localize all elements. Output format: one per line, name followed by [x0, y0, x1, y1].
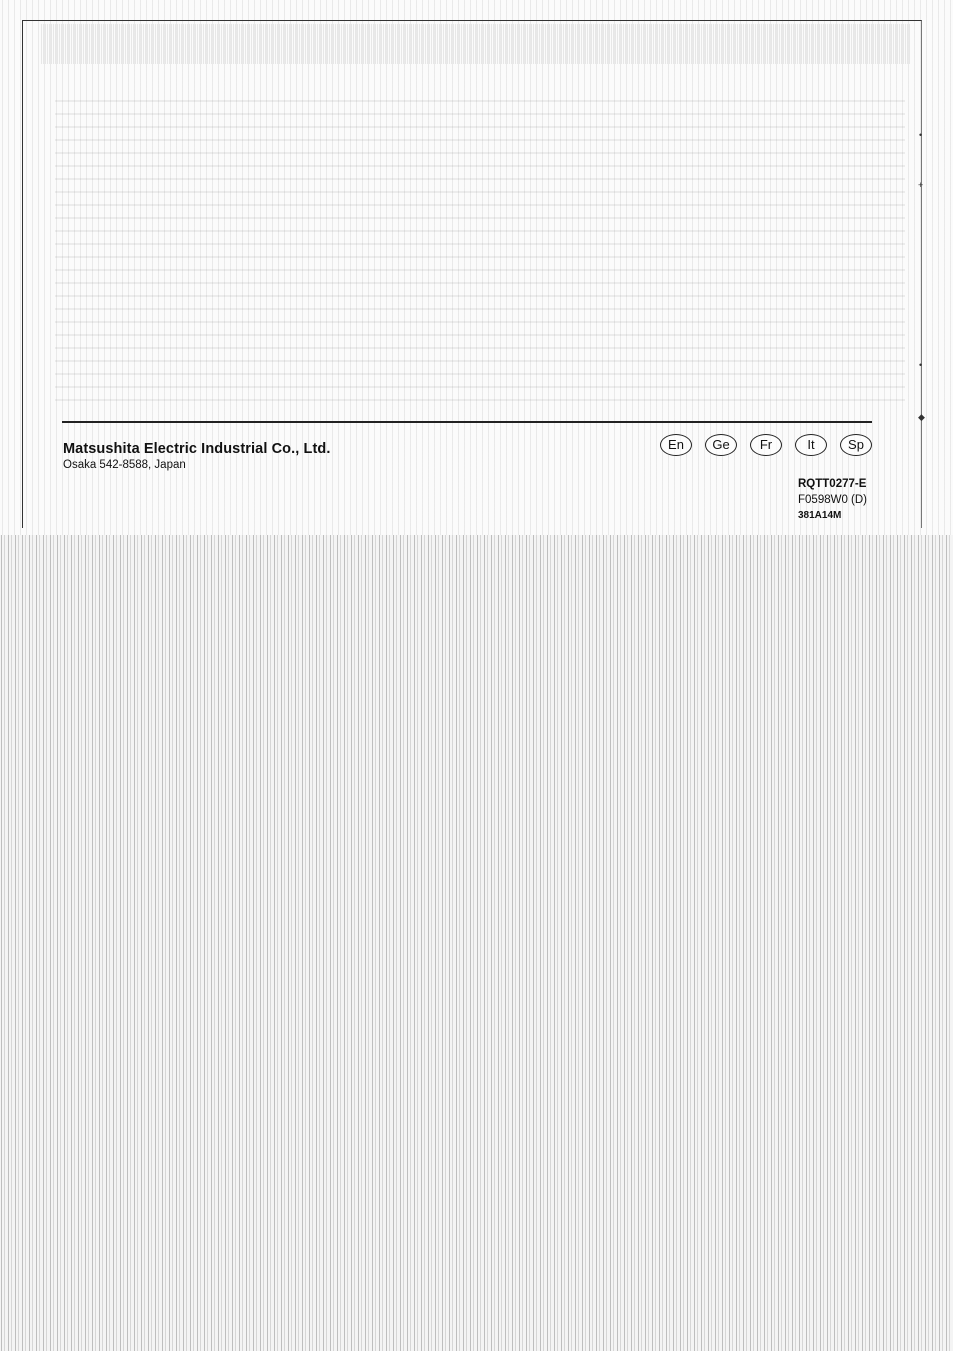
faded-specifications-text — [55, 90, 905, 410]
company-name: Matsushita Electric Industrial Co., Ltd. — [63, 441, 331, 457]
language-badge-ge: Ge — [705, 434, 737, 456]
faded-header-band — [40, 24, 910, 64]
company-address: Osaka 542-8588, Japan — [63, 459, 186, 471]
language-badge-en: En — [660, 434, 692, 456]
edge-dot-mark: • — [919, 130, 923, 140]
footer-rule — [62, 421, 872, 423]
language-badge-sp: Sp — [840, 434, 872, 456]
language-badges — [660, 434, 872, 456]
document-codes — [798, 476, 867, 524]
language-badge-it: It — [795, 434, 827, 456]
lot-code: 381A14M — [798, 510, 842, 521]
print-code: F0598W0 (D) — [798, 494, 868, 506]
edge-dot-mark: ◆ — [918, 412, 925, 422]
edge-dot-mark: • — [919, 360, 923, 370]
edge-dot-mark: + — [918, 180, 924, 190]
part-number: RQTT0277-E — [798, 478, 867, 490]
language-badge-fr: Fr — [750, 434, 782, 456]
